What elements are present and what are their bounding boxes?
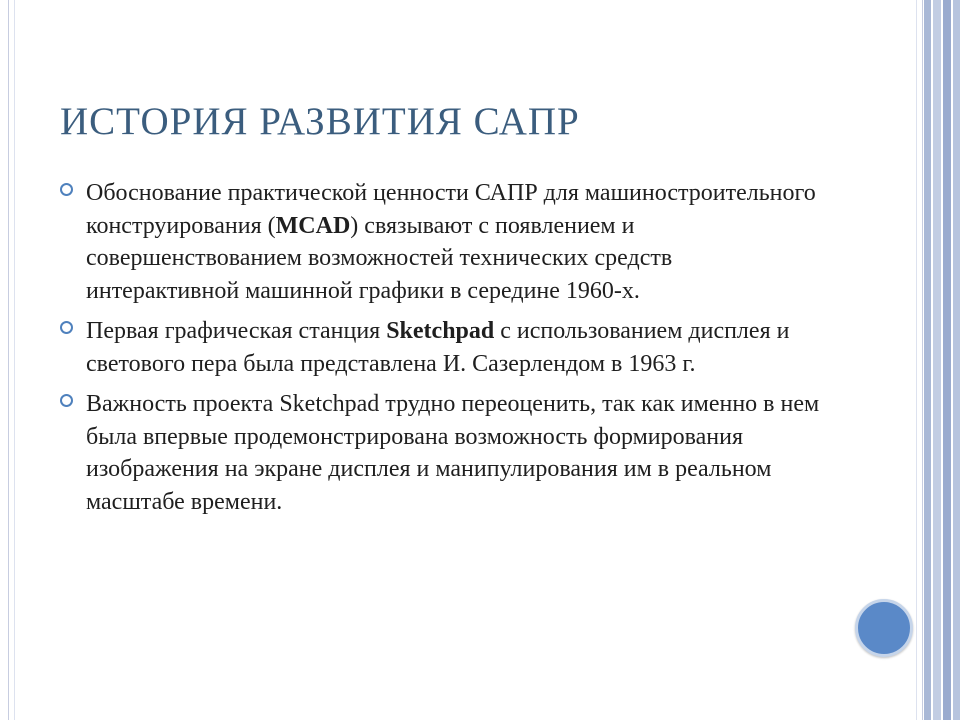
bullet-item [60,388,820,518]
stripe [953,0,960,720]
bullet-item [60,315,820,380]
stripe [924,0,931,720]
circle-orb-icon [855,599,913,657]
bullet-text [86,180,816,304]
stripe [943,0,951,720]
bullet-text-part: Первая графическая станция [86,318,387,344]
bullet-text-bold: MCAD [275,212,351,239]
bullet-text-part: ) связывают с появлением и совершенствованием возможностей технических средств интерактивной машинной графики в середине 1960-х. [86,212,673,304]
bullet-text-part: с использованием дисплея и светового пера была представлена И. Сазерлендом в 1963 г. [86,318,790,377]
decorative-stripes [924,0,960,720]
bullet-text [86,391,819,515]
bullet-text [86,318,789,377]
ring-bullet-icon [60,183,73,196]
ring-bullet-icon [60,321,73,334]
bullet-text-bold: Sketchpad [386,318,495,344]
stripe [933,0,941,720]
bullet-text-part: Обоснование практической ценности САПР для машиностроительного конструирования ( [86,180,816,239]
slide-title: ИСТОРИЯ РАЗВИТИЯ САПР [60,100,580,143]
bullet-list [60,177,820,526]
bullet-item [60,177,820,307]
ring-bullet-icon [60,394,73,407]
bullet-text-part: Важность проекта Sketchpad трудно переоценить, так как именно в нем была впервые продемонстрирована возможность формирования изображения на экране дисплея и манипулирования им в реальном масштабе времени. [86,391,820,515]
